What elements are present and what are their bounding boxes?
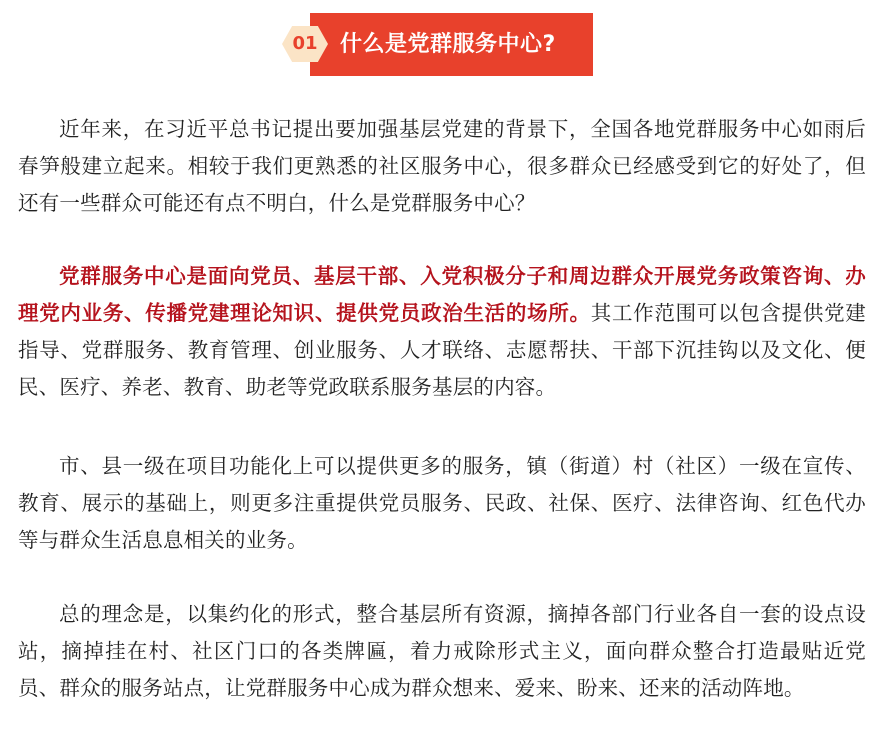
paragraph-intro: 近年来，在习近平总书记提出要加强基层党建的背景下，全国各地党群服务中心如雨后春笋般建立起来。相较于我们更熟悉的社区服务中心，很多群众已经感受到它的好处了，但还有一些群众可能还有点不明白，什么是党群服务中心？ bbox=[18, 117, 866, 215]
section-number: 01 bbox=[292, 33, 318, 54]
definition-scope: 其工作范围可以包含提供党建指导、党群服务、教育管理、创业服务、人才联络、志愿帮扶、干部下沉挂钩以及文化、便民、医疗、养老、教育、助老等党政联系服务基层的内容。 bbox=[18, 301, 866, 399]
paragraph-philosophy: 总的理念是，以集约化的形式，整合基层所有资源，摘掉各部门行业各自一套的设点设站，摘掉挂在村、社区门口的各类牌匾，着力戒除形式主义，面向群众整合打造最贴近党员、群众的服务站点，让党群服务中心成为群众想来、爱来、盼来、还来的活动阵地。 bbox=[18, 602, 866, 700]
paragraph-levels: 市、县一级在项目功能化上可以提供更多的服务，镇（街道）村（社区）一级在宣传、教育、展示的基础上，则更多注重提供党员服务、民政、社保、医疗、法律咨询、红色代办等与群众生活息息相关的业务。 bbox=[18, 454, 866, 552]
paragraph-definition bbox=[18, 258, 866, 406]
section-header bbox=[282, 13, 593, 76]
definition-highlight: 党群服务中心是面向党员、基层干部、入党积极分子和周边群众开展党务政策咨询、办理党内业务、传播党建理论知识、提供党员政治生活的场所。 bbox=[18, 264, 866, 325]
section-title: 什么是党群服务中心? bbox=[340, 32, 556, 57]
